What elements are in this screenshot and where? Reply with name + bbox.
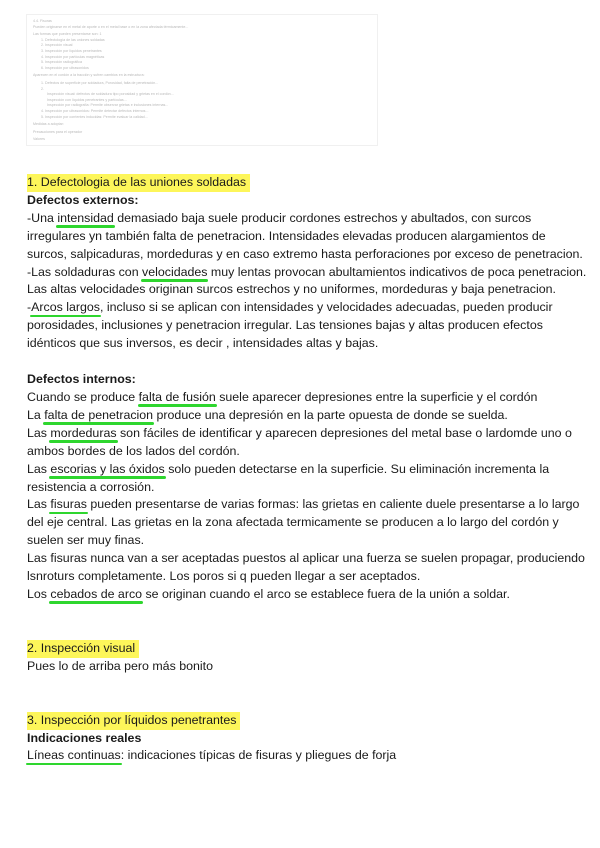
underlined-term: fisuras — [50, 497, 87, 512]
thumb-line: Pueden originarse en el metal de aporte o en el metal base o en la zona afectada térmicamente... — [33, 24, 189, 29]
paragraph-mordeduras — [27, 425, 587, 461]
text: -Las soldaduras con — [27, 264, 143, 279]
external-defects-title: Defectos externos: — [27, 192, 139, 207]
thumb-line: 2. — [41, 86, 44, 91]
section-3-heading: 3. Inspección por líquidos penetrantes — [27, 712, 240, 730]
text: La — [27, 407, 45, 422]
internal-defects-title: Defectos internos: — [27, 372, 136, 387]
thumb-line: 5. Inspección por corrientes inducidas: Permite evaluar la calidad... — [41, 114, 148, 119]
notes-content — [27, 174, 587, 765]
text: -Una — [27, 210, 58, 225]
thumb-line: 6. Inspección por ultrasonidos — [41, 65, 89, 70]
thumb-line: Valores — [33, 137, 45, 142]
thumb-line: Las formas que pueden presentarse son: 1 — [33, 32, 102, 37]
paragraph-fisuras — [27, 496, 587, 550]
text: produce una depresión en la parte opuesta de donde se suelda. — [153, 407, 508, 422]
thumb-line: 4. Inspección por ultrasonidos: Permite detectar defectos internos... — [41, 108, 149, 113]
embedded-screenshot-thumbnail — [26, 14, 378, 146]
underlined-term: intensidad — [57, 210, 114, 225]
thumb-line: 1. Defectos de superficie por soldadura, Porosidad, falta de penetración... — [41, 80, 159, 85]
underlined-term: mordeduras — [50, 425, 117, 440]
thumb-line: 4.4. Fisuras — [33, 19, 52, 23]
paragraph-falta-fusion — [27, 389, 587, 407]
text: se originan cuando el arco se establece fuera de la unión a soldar. — [142, 586, 510, 601]
section-1 — [27, 174, 587, 604]
real-indications-title: Indicaciones reales — [27, 730, 142, 745]
text: muy lentas provocan abultamientos indicativos de poca penetracion. Las altas velocidades originan surcos estrechos y no uniformes, mordeduras y baja penetracion. — [27, 264, 587, 297]
text: Cuando se produce — [27, 389, 139, 404]
thumb-line: Precauciones para el operador — [33, 129, 83, 134]
text: Los — [27, 586, 51, 601]
paragraph-lineas-continuas — [27, 747, 587, 765]
paragraph-cebados-arco — [27, 586, 587, 604]
thumb-line: 1. Defectología de las uniones soldadas — [41, 37, 105, 42]
paragraph-fisuras-aceptacion: Las fisuras nunca van a ser aceptadas puestos al aplicar una fuerza se suelen propagar, produciendo lsnroturs completamente. Los poros si q pueden llegar a ser aceptados. — [27, 551, 585, 584]
thumb-line: Inspección con líquidos penetrantes y partículas... — [47, 97, 127, 102]
text: Las — [27, 425, 51, 440]
paragraph-falta-penetracion — [27, 407, 587, 425]
paragraph-intensidad — [27, 210, 587, 264]
text: demasiado baja suele producir cordones estrechos y abultados, con surcos irregulares yn también falta de penetracion. Intensidades elevadas producen alargamientos de surcos, salpicaduras, mordeduras y en caso extremo hasta perforaciones por exceso de penetracion. — [27, 210, 583, 261]
section-1-heading: 1. Defectologia de las uniones soldadas — [27, 174, 250, 192]
underlined-term: cebados de arco — [50, 586, 143, 601]
text: pueden presentarse de varias formas: las grietas en caliente duele presentarse a lo largo del eje central. Las grietas en la zona afectada termicamente se producen a lo largo del cordón y suelen ser muy finas. — [27, 497, 580, 548]
underlined-term: falta de penetracion — [44, 407, 154, 422]
underlined-term: escorias y las óxidos — [50, 461, 165, 476]
text: Las — [27, 497, 51, 512]
thumb-line: 2. Inspección visual — [41, 43, 73, 48]
thumb-line: Medidas a adoptar: — [33, 122, 64, 127]
section-2 — [27, 640, 587, 676]
underlined-term: Líneas continuas — [27, 748, 121, 763]
thumb-line: Inspección por radiografía: Permite observar grietas e inclusiones internas... — [47, 103, 169, 108]
paragraph-arcos-largos — [27, 299, 587, 353]
underlined-term: Arcos largos — [31, 300, 101, 315]
text: : indicaciones típicas de fisuras y pliegues de forja — [120, 748, 397, 763]
thumb-line: Aparecen en el cordón a la tracción y sufren cambios en la estructura: — [33, 73, 145, 78]
thumb-line: 4. Inspección por partículas magnéticas — [41, 54, 105, 59]
text: - — [27, 300, 32, 315]
text: , incluso si se aplican con intensidades y velocidades adecuadas, pueden producir porosidades, inclusiones y penetracion irregular. Las tensiones bajas y altas producen efectos idénticos que sus inversos, es decir , intensidades altas y bajas. — [27, 300, 553, 351]
section-2-text: Pues lo de arriba pero más bonito — [27, 658, 213, 673]
thumb-line: 3. Inspección por líquidos penetrantes — [41, 48, 102, 53]
underlined-term: velocidades — [142, 264, 208, 279]
text: solo pueden detectarse en la superficie. Su eliminación incrementa la resistencia a corrosión. — [27, 461, 550, 494]
thumb-line: 5. Inspección radiográfica — [41, 60, 82, 65]
section-2-heading: 2. Inspección visual — [27, 640, 139, 658]
section-3 — [27, 712, 587, 766]
text: son fáciles de identificar y aparecen depresiones del metal base o lardomde uno o ambos bordes de los lados del cordón. — [27, 425, 572, 458]
paragraph-velocidades — [27, 264, 587, 300]
text: suele aparecer depresiones entre la superficie y el cordón — [215, 389, 538, 404]
thumb-line: Inspección visual: defectos de soldadura tipo porosidad y grietas en el cordón... — [47, 92, 174, 97]
underlined-term: falta de fusión — [138, 389, 216, 404]
paragraph-escorias — [27, 461, 587, 497]
text: Las — [27, 461, 51, 476]
